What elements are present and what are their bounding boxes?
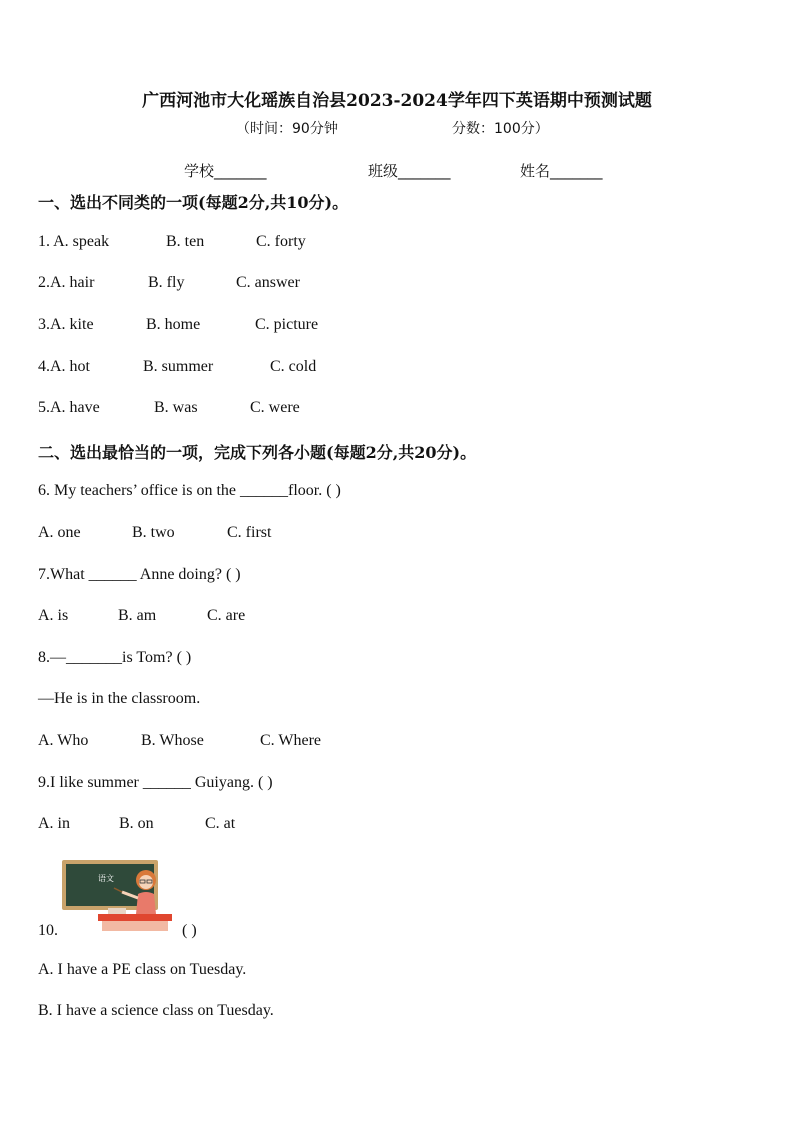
teacher-body — [136, 892, 156, 914]
option-a: 2.A. hair — [38, 274, 95, 291]
option-c: C. picture — [255, 316, 319, 333]
option-c: C. were — [250, 399, 300, 416]
option-b: B. Whose — [141, 732, 204, 749]
option-b: B. on — [119, 815, 154, 832]
option-b: B. summer — [143, 358, 214, 375]
option-a: A. in — [38, 815, 70, 832]
teacher-blackboard-picture — [60, 858, 180, 933]
question-10-number: 10. — [38, 922, 58, 939]
option-c: C. forty — [256, 233, 306, 250]
option-b: B. home — [146, 316, 201, 333]
question-7-stem: 7.What ______ Anne doing? ( ) — [38, 566, 241, 583]
desk-top — [98, 914, 172, 921]
exam-score: 分数：100分） — [452, 121, 549, 137]
option-b: B. fly — [148, 274, 185, 291]
option-c: C. are — [207, 607, 246, 624]
option-c: C. Where — [260, 732, 322, 749]
option-c: C. first — [227, 524, 272, 541]
option-a: 4.A. hot — [38, 358, 90, 375]
section-2-title: 二、选出最恰当的一项，完成下列各小题(每题2分,共20分)。 — [38, 443, 477, 462]
question-9-stem: 9.I like summer ______ Guiyang. ( ) — [38, 774, 273, 791]
class-field: 班级_______ — [368, 162, 451, 180]
option-c: C. at — [205, 815, 236, 832]
option-c: C. cold — [270, 358, 317, 375]
exam-time: （时间：90分钟 — [236, 121, 338, 137]
option-a: A. is — [38, 607, 69, 624]
section-1-title: 一、选出不同类的一项(每题2分,共10分)。 — [38, 193, 349, 212]
teacher-face — [139, 875, 153, 889]
name-field: 姓名_______ — [520, 162, 603, 180]
question-6-stem: 6. My teachers’ office is on the ______floor. ( ) — [38, 482, 341, 499]
books — [108, 908, 126, 914]
option-b: B. ten — [166, 233, 205, 250]
page-title: 广西河池市大化瑶族自治县2023-2024学年四下英语期中预测试题 — [142, 91, 652, 111]
option-a: 5.A. have — [38, 399, 100, 416]
question-8-stem: 8.—_______is Tom? ( ) — [38, 649, 192, 666]
option-b: B. two — [132, 524, 175, 541]
option-a: 1. A. speak — [38, 233, 110, 250]
question-10-option-b: B. I have a science class on Tuesday. — [38, 1002, 274, 1019]
question-8-reply: —He is in the classroom. — [38, 690, 201, 707]
school-field: 学校_______ — [184, 162, 267, 180]
option-a: 3.A. kite — [38, 316, 94, 333]
question-10-option-a: A. I have a PE class on Tuesday. — [38, 961, 247, 978]
desk-front — [102, 921, 168, 931]
option-a: A. Who — [38, 732, 89, 749]
option-a: A. one — [38, 524, 81, 541]
option-b: B. am — [118, 607, 157, 624]
option-c: C. answer — [236, 274, 300, 291]
question-10-answer-paren: ( ) — [182, 922, 197, 939]
option-b: B. was — [154, 399, 198, 416]
board-text: 语文 — [98, 874, 114, 883]
